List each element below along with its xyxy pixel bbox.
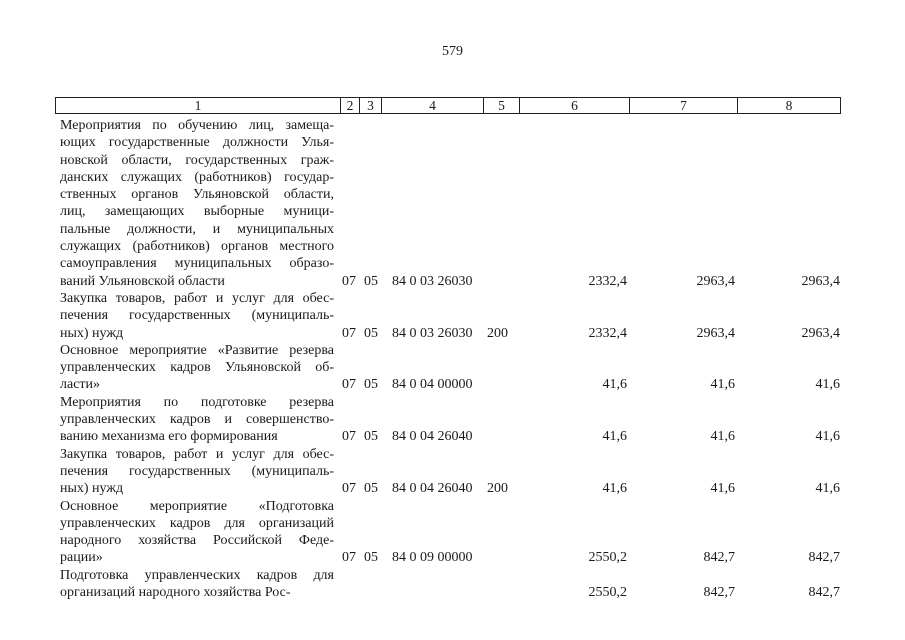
- subsection-code: 05: [364, 273, 378, 289]
- header-col-2: 2: [340, 98, 359, 113]
- section-code: 07: [342, 325, 356, 341]
- section-code: 07: [342, 377, 356, 393]
- header-col-4: 4: [381, 98, 483, 113]
- target-article-code: 84 0 04 26040: [392, 429, 473, 445]
- amount-col-7: 842,7: [703, 550, 735, 566]
- subsection-code: 05: [364, 377, 378, 393]
- subsection-code: 05: [364, 429, 378, 445]
- target-article-code: 84 0 09 00000: [392, 550, 473, 566]
- amount-col-6: 2550,2: [588, 550, 627, 566]
- amount-col-7: 2963,4: [696, 325, 735, 341]
- amount-col-6: 2332,4: [588, 325, 627, 341]
- amount-col-6: 2550,2: [588, 585, 627, 601]
- table-row: [0, 342, 905, 394]
- section-code: 07: [342, 273, 356, 289]
- amount-col-8: 2963,4: [801, 325, 840, 341]
- description-line: печения государственных (муниципаль-: [60, 463, 334, 479]
- description-line: Закупка товаров, работ и услуг для обес-: [60, 446, 334, 462]
- table-row: [0, 290, 905, 342]
- description-line: управленческих кадров Ульяновской об-: [60, 360, 334, 376]
- description-line: самоуправления муниципальных образо-: [60, 256, 334, 272]
- description-line: Мероприятия по обучению лиц, замеща-: [60, 118, 334, 133]
- description-line: ных) нужд: [60, 481, 124, 497]
- description-line: ющих государственные должности Улья-: [60, 135, 334, 151]
- description-line: рации»: [60, 550, 103, 566]
- description-line: новской области, государственных граж-: [60, 152, 334, 168]
- header-col-5: 5: [483, 98, 519, 113]
- row-description: [60, 567, 334, 602]
- description-line: ных) нужд: [60, 325, 124, 341]
- description-line: Мероприятия по подготовке резерва: [60, 394, 334, 410]
- description-line: служащих (работников) органов местного: [60, 239, 334, 255]
- header-col-3: 3: [359, 98, 381, 113]
- amount-col-8: 842,7: [808, 585, 840, 601]
- amount-col-6: 2332,4: [588, 273, 627, 289]
- header-col-8: 8: [737, 98, 840, 113]
- amount-col-8: 41,6: [815, 377, 840, 393]
- amount-col-8: 842,7: [808, 550, 840, 566]
- row-description: [60, 498, 334, 567]
- description-line: организаций народного хозяйства Рос-: [60, 585, 291, 601]
- description-line: данских служащих (работников) государ-: [60, 169, 334, 185]
- row-description: [60, 446, 334, 498]
- table-row: [0, 446, 905, 498]
- subsection-code: 05: [364, 481, 378, 497]
- description-line: пальные должности, и муниципальных: [60, 221, 334, 237]
- amount-col-6: 41,6: [602, 481, 627, 497]
- description-line: Основное мероприятие «Развитие резерва: [60, 342, 334, 358]
- section-code: 07: [342, 481, 356, 497]
- row-description: [60, 394, 334, 446]
- subsection-code: 05: [364, 550, 378, 566]
- description-line: ваний Ульяновской области: [60, 273, 225, 289]
- target-article-code: 84 0 04 26040: [392, 481, 473, 497]
- section-code: 07: [342, 429, 356, 445]
- target-article-code: 84 0 03 26030: [392, 325, 473, 341]
- amount-col-7: 41,6: [710, 429, 735, 445]
- amount-col-8: 41,6: [815, 429, 840, 445]
- table-row: [0, 117, 905, 290]
- header-col-1: 1: [194, 98, 202, 113]
- expense-type-code: 200: [487, 481, 508, 497]
- table-row: [0, 567, 905, 602]
- description-line: управленческих кадров и совершенство-: [60, 412, 334, 428]
- description-line: Подготовка управленческих кадров для: [60, 567, 334, 583]
- page-number: 579: [442, 44, 463, 59]
- header-col-6: 6: [519, 98, 629, 113]
- description-line: народного хозяйства Российской Феде-: [60, 533, 334, 549]
- row-description: [60, 342, 334, 394]
- table-header: [55, 97, 841, 114]
- amount-col-7: 41,6: [710, 377, 735, 393]
- description-line: лиц, замещающих выборные муници-: [60, 204, 334, 220]
- row-description: [60, 290, 334, 342]
- description-line: Основное мероприятие «Подготовка: [60, 498, 334, 514]
- subsection-code: 05: [364, 325, 378, 341]
- amount-col-7: 41,6: [710, 481, 735, 497]
- description-line: управленческих кадров для организаций: [60, 515, 334, 531]
- table-row: [0, 394, 905, 446]
- description-line: ванию механизма его формирования: [60, 429, 278, 445]
- header-col-7: 7: [629, 98, 737, 113]
- table-row: [0, 498, 905, 567]
- amount-col-6: 41,6: [602, 429, 627, 445]
- target-article-code: 84 0 03 26030: [392, 273, 473, 289]
- amount-col-6: 41,6: [602, 377, 627, 393]
- amount-col-7: 2963,4: [696, 273, 735, 289]
- target-article-code: 84 0 04 00000: [392, 377, 473, 393]
- expense-type-code: 200: [487, 325, 508, 341]
- description-line: ласти»: [60, 377, 101, 393]
- description-line: печения государственных (муниципаль-: [60, 308, 334, 324]
- row-description: [60, 117, 334, 290]
- section-code: 07: [342, 550, 356, 566]
- description-line: Закупка товаров, работ и услуг для обес-: [60, 290, 334, 306]
- amount-col-7: 842,7: [703, 585, 735, 601]
- amount-col-8: 41,6: [815, 481, 840, 497]
- amount-col-8: 2963,4: [801, 273, 840, 289]
- description-line: ственных органов Ульяновской области,: [60, 187, 334, 203]
- table-body: [0, 117, 905, 601]
